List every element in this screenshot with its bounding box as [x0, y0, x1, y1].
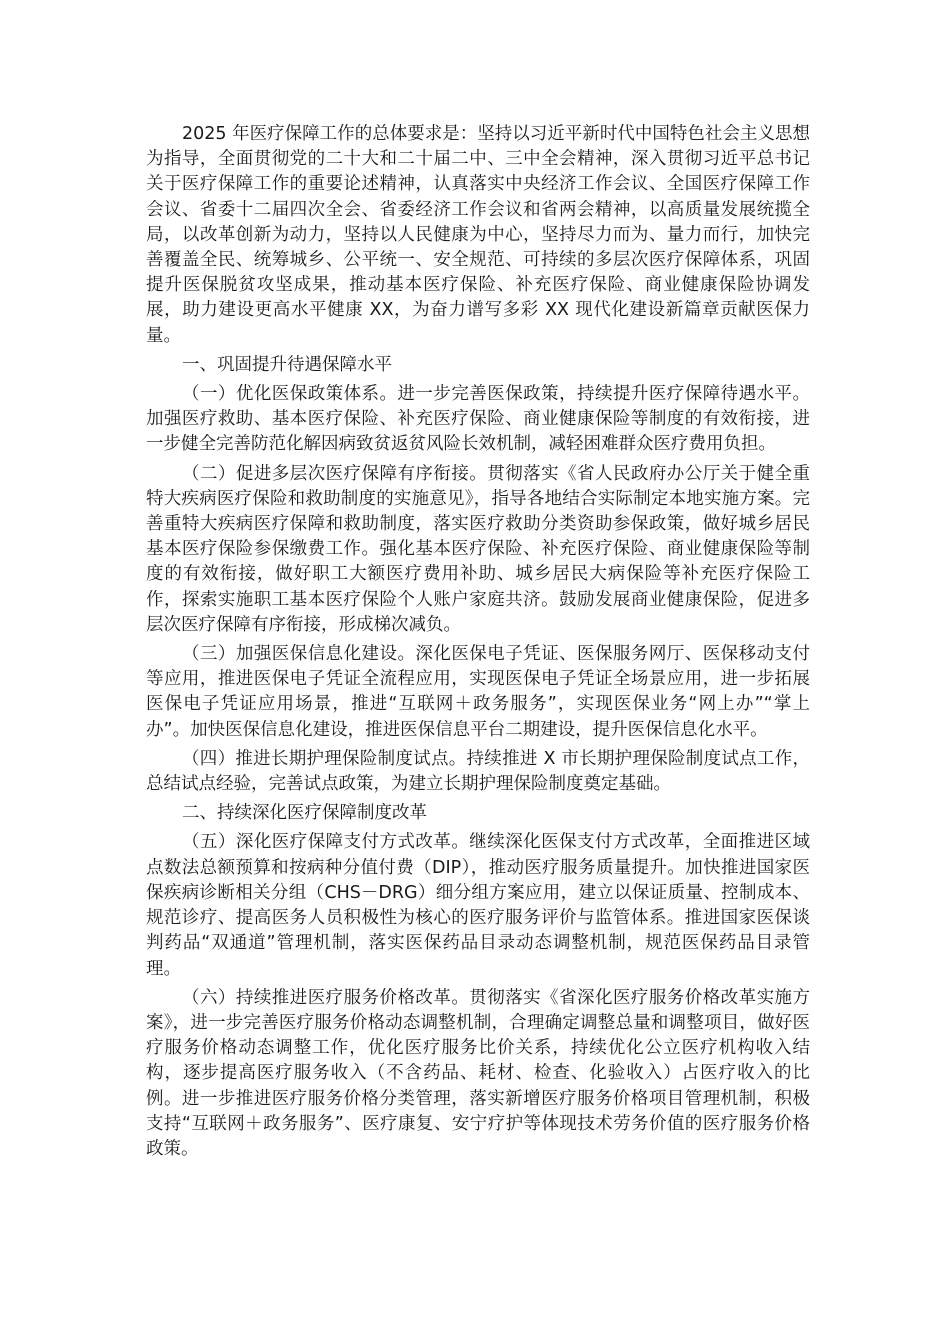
- item-4-paragraph: （四）推进长期护理保险制度试点。持续推进 X 市长期护理保险制度试点工作，总结试点经验，完善试点政策，为建立长期护理保险制度奠定基础。: [146, 748, 810, 795]
- section-1-heading: 一、巩固提升待遇保障水平: [182, 354, 392, 375]
- document-body: [146, 122, 810, 1162]
- item-3-paragraph: （三）加强医保信息化建设。深化医保电子凭证、医保服务网厅、医保移动支付等应用，推进医保电子凭证全流程应用，实现医保电子凭证全场景应用，进一步拓展医保电子凭证应用场景，推进“互联网＋政务服务”，实现医保业务“网上办”“掌上办”。加快医保信息化建设，推进医保信息平台二期建设，提升医保信息化水平。: [146, 644, 810, 740]
- item-1-paragraph: （一）优化医保政策体系。进一步完善医保政策，持续提升医疗保障待遇水平。加强医疗救助、基本医疗保险、补充医疗保险、商业健康保险等制度的有效衔接，进一步健全完善防范化解因病致贫返贫风险长效机制，减轻困难群众医疗费用负担。: [146, 384, 810, 455]
- item-2-paragraph: （二）促进多层次医疗保障有序衔接。贯彻落实《省人民政府办公厅关于健全重特大疾病医疗保险和救助制度的实施意见》，指导各地结合实际制定本地实施方案。完善重特大疾病医疗保障和救助制度，落实医疗救助分类资助参保政策，做好城乡居民基本医疗保险参保缴费工作。强化基本医疗保险、补充医疗保险、商业健康保险等制度的有效衔接，做好职工大额医疗费用补助、城乡居民大病保险等补充医疗保险工作，探索实施职工基本医疗保险个人账户家庭共济。鼓励发展商业健康保险，促进多层次医疗保障有序衔接，形成梯次减负。: [146, 463, 810, 635]
- item-6-paragraph: （六）持续推进医疗服务价格改革。贯彻落实《省深化医疗服务价格改革实施方案》，进一步完善医疗服务价格动态调整机制，合理确定调整总量和调整项目，做好医疗服务价格动态调整工作，优化医疗服务比价关系，持续优化公立医疗机构收入结构，逐步提高医疗服务收入（不含药品、耗材、检查、化验收入）占医疗收入的比例。进一步推进医疗服务价格分类管理，落实新增医疗服务价格项目管理机制，积极支持“互联网＋政务服务”、医疗康复、安宁疗护等体现技术劳务价值的医疗服务价格政策。: [146, 987, 810, 1159]
- intro-paragraph: 2025 年医疗保障工作的总体要求是：坚持以习近平新时代中国特色社会主义思想为指导，全面贯彻党的二十大和二十届二中、三中全会精神，深入贯彻习近平总书记关于医疗保障工作的重要论述精神，认真落实中央经济工作会议、全国医疗保障工作会议、省委十二届四次全会、省委经济工作会议和省两会精神，以高质量发展统揽全局，以改革创新为动力，坚持以人民健康为中心，坚持尽力而为、量力而行，加快完善覆盖全民、统筹城乡、公平统一、安全规范、可持续的多层次医疗保障体系，巩固提升医保脱贫攻坚成果，推动基本医疗保险、补充医疗保险、商业健康保险协调发展，助力建设更高水平健康 XX，为奋力谱写多彩 XX 现代化建设新篇章贡献医保力量。: [146, 124, 810, 346]
- section-2-heading: 二、持续深化医疗保障制度改革: [182, 803, 427, 824]
- item-5-paragraph: （五）深化医疗保障支付方式改革。继续深化医保支付方式改革，全面推进区域点数法总额预算和按病种分值付费（DIP），推动医疗服务质量提升。加快推进国家医保疾病诊断相关分组（CHS－DRG）细分组方案应用，建立以保证质量、控制成本、规范诊疗、提高医务人员积极性为核心的医疗服务评价与监管体系。推进国家医保谈判药品“双通道”管理机制，落实医保药品目录动态调整机制，规范医保药品目录管理。: [146, 832, 810, 979]
